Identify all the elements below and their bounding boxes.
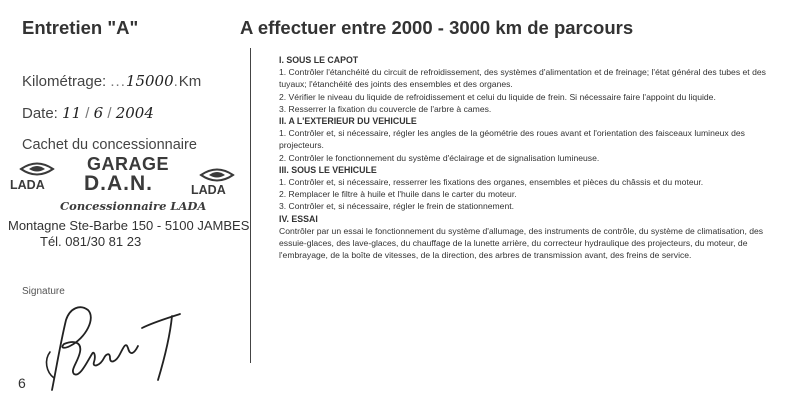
maintenance-instructions bbox=[279, 54, 784, 261]
section-test bbox=[279, 213, 784, 262]
mileage-unit: Km bbox=[178, 73, 202, 90]
section-heading: IV. ESSAI bbox=[279, 213, 318, 224]
instruction-item: 3. Resserrer la fixation du couvercle de l'arbre à cames. bbox=[279, 103, 492, 114]
column-divider bbox=[250, 48, 251, 363]
left-title: Entretien "A" bbox=[22, 17, 139, 38]
date-year: 2004 bbox=[115, 104, 154, 122]
date-field: Date: 11 / 6 / 2004 bbox=[22, 104, 154, 122]
handwritten-signature bbox=[30, 300, 200, 395]
date-label: Date: bbox=[22, 105, 58, 122]
instruction-item: 1. Contrôler l'étanchéité du circuit de refroidissement, des systèmes d'alimentation et de freinage; l'état général des tubes et des tuyaux; l'étanchéité des joints des ensembles et des organes. bbox=[279, 67, 766, 90]
dealer-stamp-label: Cachet du concessionnaire bbox=[22, 137, 197, 153]
stamp-garage-name: D.A.N. bbox=[84, 172, 153, 195]
instruction-item: 2. Remplacer le filtre à huile et l'huile dans le carter du moteur. bbox=[279, 189, 517, 200]
instruction-item: 1. Contrôler et, si nécessaire, resserrer les fixations des organes, ensembles et pièces du châssis et du moteur. bbox=[279, 177, 704, 188]
section-exterior bbox=[279, 115, 784, 164]
mileage-value: 15000 bbox=[125, 72, 174, 90]
date-day: 11 bbox=[62, 104, 82, 122]
stamp-address: Montagne Ste-Barbe 150 - 5100 JAMBES bbox=[8, 218, 250, 233]
stamp-garage-word: GARAGE bbox=[87, 154, 170, 174]
section-heading: III. SOUS LE VEHICULE bbox=[279, 164, 377, 175]
page-title: A effectuer entre 2000 - 3000 km de parcours bbox=[240, 17, 634, 38]
mileage-field: Kilométrage: ...15000.Km bbox=[22, 72, 202, 90]
instruction-item: 3. Contrôler et, si nécessaire, régler le frein de stationnement. bbox=[279, 201, 515, 212]
lada-logo-icon bbox=[197, 166, 237, 184]
instruction-item: 2. Contrôler le fonctionnement du système d'éclairage et de signalisation lumineuse. bbox=[279, 152, 600, 163]
date-month: 6 bbox=[93, 104, 104, 122]
lada-logo-icon bbox=[17, 160, 57, 178]
section-under-vehicle bbox=[279, 164, 784, 213]
instruction-item: 1. Contrôler et, si nécessaire, régler les angles de la géométrie des roues avant et l'orientation des faisceaux lumineux des projecteurs. bbox=[279, 128, 745, 151]
instruction-item: 2. Vérifier le niveau du liquide de refroidissement et celui du liquide de frein. Si nécessaire faire l'appoint du liquide. bbox=[279, 91, 716, 102]
mileage-label: Kilométrage: bbox=[22, 73, 107, 90]
stamp-brand-left: LADA bbox=[10, 178, 45, 192]
stamp-phone: Tél. 081/30 81 23 bbox=[40, 234, 142, 249]
page-number: 6 bbox=[18, 375, 26, 391]
signature-label: Signature bbox=[22, 286, 65, 297]
section-heading: II. A L'EXTERIEUR DU VEHICULE bbox=[279, 116, 417, 127]
section-under-hood bbox=[279, 54, 784, 115]
stamp-dealer: Concessionnaire LADA bbox=[60, 199, 207, 213]
instruction-item: Contrôler par un essai le fonctionnement du système d'allumage, des instruments de contrôle, du système de climatisation, des essuie-glaces, des lave-glaces, du chauffage de la lunette arrière, du correcteur hydraulique des projecteurs, du moteur, de l'embrayage, de la boîte de vitesses, de la direction, des arbres de transmission avant, des freins de service. bbox=[279, 225, 764, 261]
stamp-brand-right: LADA bbox=[191, 183, 226, 197]
section-heading: I. SOUS LE CAPOT bbox=[279, 55, 359, 65]
